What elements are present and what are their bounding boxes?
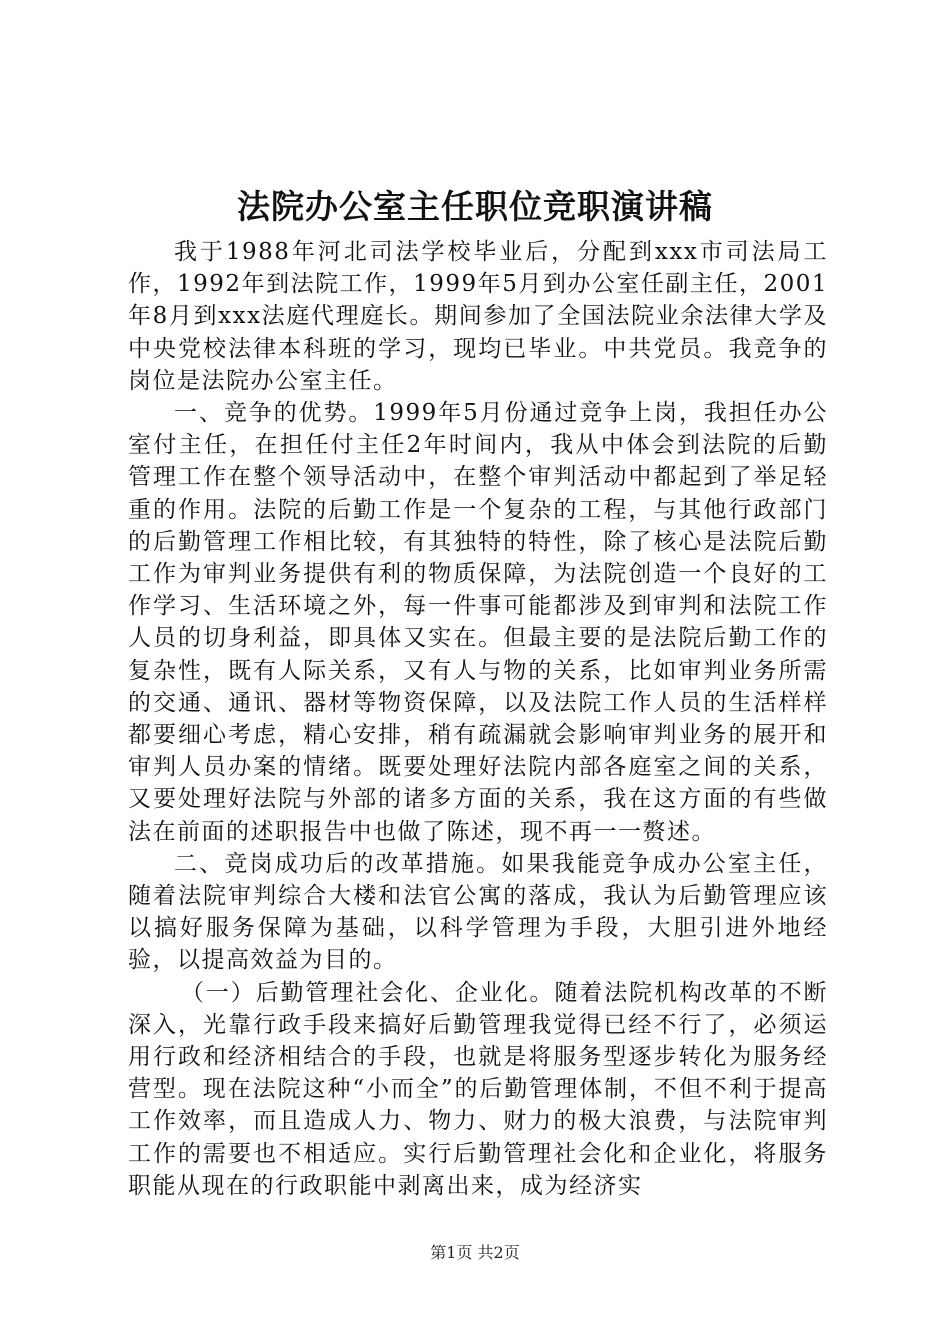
page-footer: 第1页 共2页 [430,1243,520,1262]
document-body [128,236,828,1202]
paragraph-advantages: 一、竞争的优势。1999年5月份通过竞争上岗，我担任办公室付主任，在担任付主任2年时间内，我从中体会到法院的后勤管理工作在整个领导活动中，在整个审判活动中都起到了举足轻重的作用。法院的后勤工作是一个复杂的工程，与其他行政部门的后勤管理工作相比较，有其独特的特性，除了核心是法院后勤工作为审判业务提供有利的物质保障，为法院创造一个良好的工作学习、生活环境之外，每一件事可能都涉及到审判和法院工作人员的切身利益，即具体又实在。但最主要的是法院后勤工作的复杂性，既有人际关系，又有人与物的关系，比如审判业务所需的交通、通讯、器材等物资保障，以及法院工作人员的生活样样都要细心考虑，精心安排，稍有疏漏就会影响审判业务的展开和审判人员办案的情绪。既要处理好法院内部各庭室之间的关系，又要处理好法院与外部的诸多方面的关系，我在这方面的有些做法在前面的述职报告中也做了陈述，现不再一一赘述。 [128,400,828,845]
paragraph-reform-measures: 二、竞岗成功后的改革措施。如果我能竞争成办公室主任，随着法院审判综合大楼和法官公寓的落成，我认为后勤管理应该以搞好服务保障为基础，以科学管理为手段，大胆引进外地经验，以提高效益为目的。 [128,850,828,974]
document-title: 法院办公室主任职位竞职演讲稿 [237,187,713,226]
paragraph-socialization: （一）后勤管理社会化、企业化。随着法院机构改革的不断深入，光靠行政手段来搞好后勤管理我觉得已经不行了，必须运用行政和经济相结合的手段，也就是将服务型逐步转化为服务经营型。现在法院这种“小而全”的后勤管理体制，不但不利于提高工作效率，而且造成人力、物力、财力的极大浪费，与法院审判工作的需要也不相适应。实行后勤管理社会化和企业化，将服务职能从现在的行政职能中剥离出来，成为经济实 [128,979,828,1199]
paragraph-intro: 我于1988年河北司法学校毕业后，分配到xxx市司法局工作，1992年到法院工作，1999年5月到办公室任副主任，2001年8月到xxx法庭代理庭长。期间参加了全国法院业余法律大学及中央党校法律本科班的学习，现均已毕业。中共党员。我竞争的岗位是法院办公室主任。 [128,239,828,394]
